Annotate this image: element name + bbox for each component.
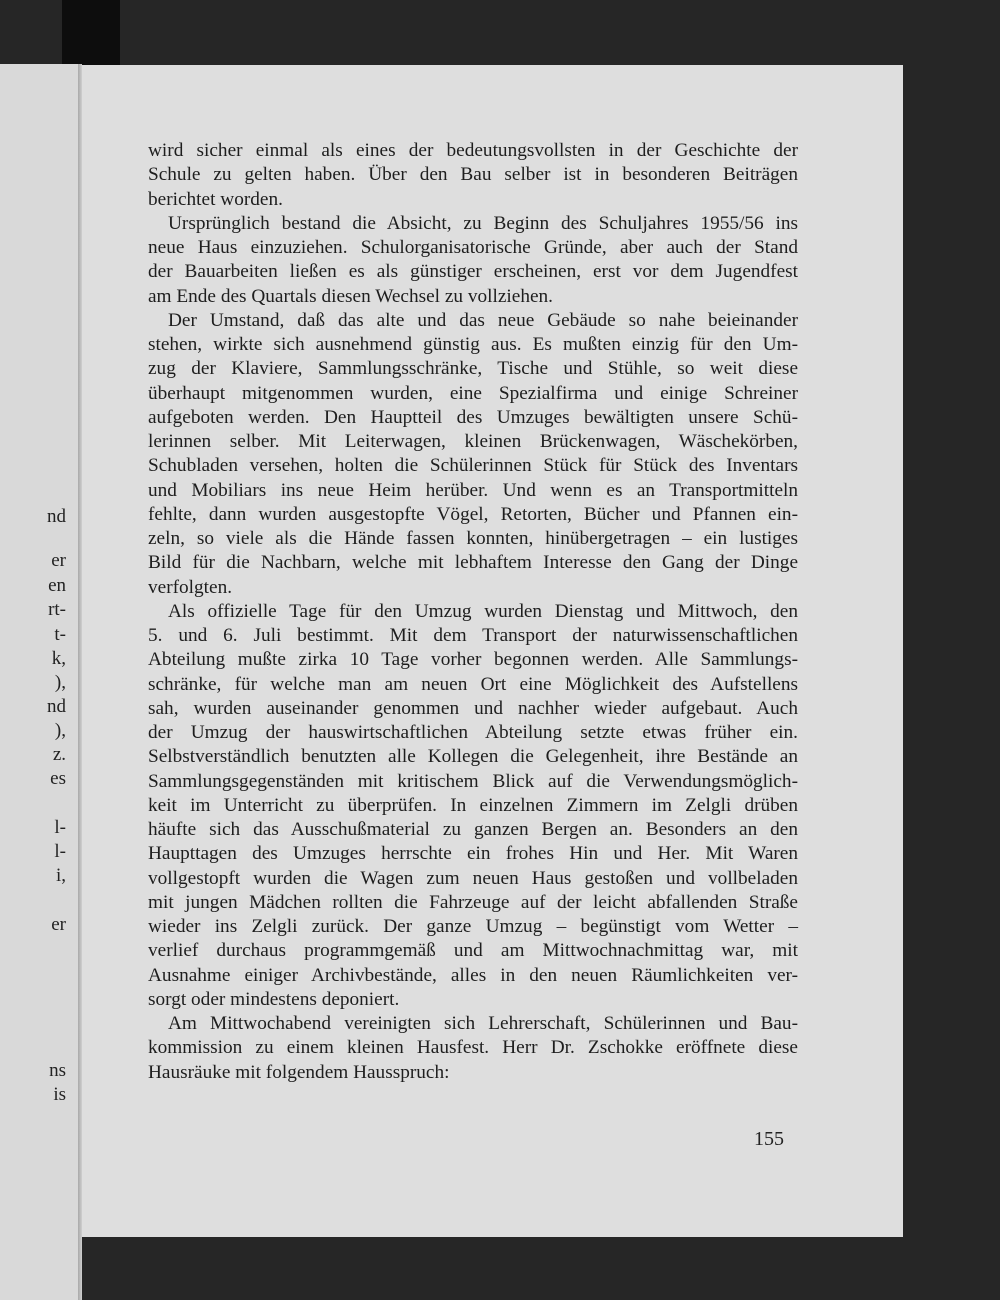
text-line: aufgeboten werden. Den Hauptteil des Umzuges bewältigten unsere Schü- xyxy=(148,406,798,428)
left-page-fragment: rt- xyxy=(48,599,66,620)
text-line: Am Mittwochabend vereinigten sich Lehrerschaft, Schülerinnen und Bau- xyxy=(168,1013,798,1034)
left-page-fragment: t- xyxy=(54,624,66,645)
text-line: Bild für die Nachbarn, welche mit lebhaftem Interesse den Gang der Dinge xyxy=(148,552,798,574)
right-page xyxy=(82,65,903,1237)
text-line: keit im Unterricht zu überprüfen. In einzelnen Zimmern im Zelgli drüben xyxy=(148,794,798,816)
left-page-fragment: nd xyxy=(47,696,66,717)
text-line: und Mobiliars ins neue Heim herüber. Und wenn es an Transportmitteln xyxy=(148,479,798,501)
text-line: kommission zu einem kleinen Hausfest. Herr Dr. Zschokke eröffnete diese xyxy=(148,1037,798,1059)
text-line: Haupttagen des Umzuges herrschte ein frohes Hin und Her. Mit Waren xyxy=(148,843,798,865)
text-line: Als offizielle Tage für den Umzug wurden Dienstag und Mittwoch, den xyxy=(168,600,798,622)
left-page-fragment: z. xyxy=(52,744,66,765)
text-line: zug der Klaviere, Sammlungsschränke, Tische und Stühle, so weit diese xyxy=(148,358,798,380)
text-line: schränke, für welche man am neuen Ort eine Möglichkeit des Aufstellens xyxy=(148,673,798,695)
text-line: vollgestopft wurden die Wagen zum neuen Haus gestoßen und vollbeladen xyxy=(148,867,798,889)
text-line: berichtet worden. xyxy=(148,188,283,210)
left-page-fragment: ), xyxy=(54,720,66,741)
page-number: 155 xyxy=(754,1128,784,1150)
text-line: überhaupt mitgenommen wurden, eine Spezialfirma und einige Schreiner xyxy=(148,382,798,404)
body-text xyxy=(148,139,798,1085)
text-line: sorgt oder mindestens deponiert. xyxy=(148,988,400,1010)
text-line: am Ende des Quartals diesen Wechsel zu vollziehen. xyxy=(148,285,553,307)
left-page-fragment: l- xyxy=(54,817,66,838)
left-page-fragment: es xyxy=(50,768,66,789)
text-line: Ausnahme einiger Archivbestände, alles in den neuen Räumlichkeiten ver- xyxy=(148,964,798,986)
text-line: Abteilung mußte zirka 10 Tage vorher begonnen werden. Alle Sammlungs- xyxy=(148,649,798,671)
left-page-fragment: ns xyxy=(49,1060,66,1081)
paragraph xyxy=(148,212,798,309)
text-line: lerinnen selber. Mit Leiterwagen, kleinen Brückenwagen, Wäschekörben, xyxy=(148,431,798,452)
paragraph xyxy=(148,139,798,212)
text-line: sah, wurden auseinander genommen und nachher wieder aufgebaut. Auch xyxy=(148,697,798,719)
text-line: neue Haus einzuziehen. Schulorganisatorische Gründe, aber auch der Stand xyxy=(148,237,798,258)
left-page-fragment: ), xyxy=(54,672,66,693)
text-line: Ursprünglich bestand die Absicht, zu Beginn des Schuljahres 1955/56 ins xyxy=(168,212,798,234)
text-line: Sammlungsgegenständen mit kritischem Blick auf die Verwendungsmöglich- xyxy=(148,770,798,792)
text-line: Selbstverständlich benutzten alle Kollegen die Gelegenheit, ihre Bestände an xyxy=(148,746,798,768)
text-line: wird sicher einmal als eines der bedeutungsvollsten in der Geschichte der xyxy=(148,140,798,161)
left-page-fragment: k, xyxy=(51,648,66,669)
text-line: 5. und 6. Juli bestimmt. Mit dem Transport der naturwissenschaftlichen xyxy=(148,625,798,646)
text-line: verfolgten. xyxy=(148,576,233,598)
text-line: häufte sich das Ausschußmaterial zu ganzen Bergen an. Besonders an den xyxy=(148,819,798,840)
background-strip xyxy=(62,0,120,66)
text-line: der Bauarbeiten ließen es als günstiger erscheinen, erst vor dem Jugendfest xyxy=(148,261,798,283)
text-line: verlief durchaus programmgemäß und am Mittwochnachmittag war, mit xyxy=(148,940,798,962)
text-line: Der Umstand, daß das alte und das neue Gebäude so nahe beieinander xyxy=(168,309,798,331)
left-page-fragment: l- xyxy=(54,841,66,862)
text-line: Hausräuke mit folgendem Hausspruch: xyxy=(148,1061,450,1083)
text-line: Schubladen versehen, holten die Schülerinnen Stück für Stück des Inventars xyxy=(148,455,798,477)
text-line: zeln, so viele als die Hände fassen konnten, hinübergetragen – ein lustiges xyxy=(148,528,798,549)
text-line: Schule zu gelten haben. Über den Bau selber ist in besonderen Beiträgen xyxy=(148,164,798,186)
text-line: mit jungen Mädchen rollten die Fahrzeuge auf der leicht abfallenden Straße xyxy=(148,891,798,913)
paragraph xyxy=(148,600,798,1012)
left-page-fragment: nd xyxy=(47,506,66,527)
left-page-fragment: en xyxy=(48,575,66,596)
left-page-fragment: er xyxy=(51,914,66,935)
left-page-fragment: i, xyxy=(55,865,66,886)
paragraph xyxy=(148,1012,798,1085)
left-page-fragment: is xyxy=(53,1084,66,1105)
paragraph xyxy=(148,309,798,600)
left-page-fragment: er xyxy=(51,550,66,571)
text-line: wieder ins Zelgli zurück. Der ganze Umzug – begünstigt vom Wetter – xyxy=(148,916,798,937)
text-line: der Umzug der hauswirtschaftlichen Abteilung setzte etwas früher ein. xyxy=(148,722,798,743)
left-page xyxy=(0,64,80,1300)
text-line: stehen, wirkte sich ausnehmend günstig aus. Es mußten einzig für den Um- xyxy=(148,334,798,355)
text-line: fehlte, dann wurden ausgestopfte Vögel, Retorten, Bücher und Pfannen ein- xyxy=(148,503,798,525)
